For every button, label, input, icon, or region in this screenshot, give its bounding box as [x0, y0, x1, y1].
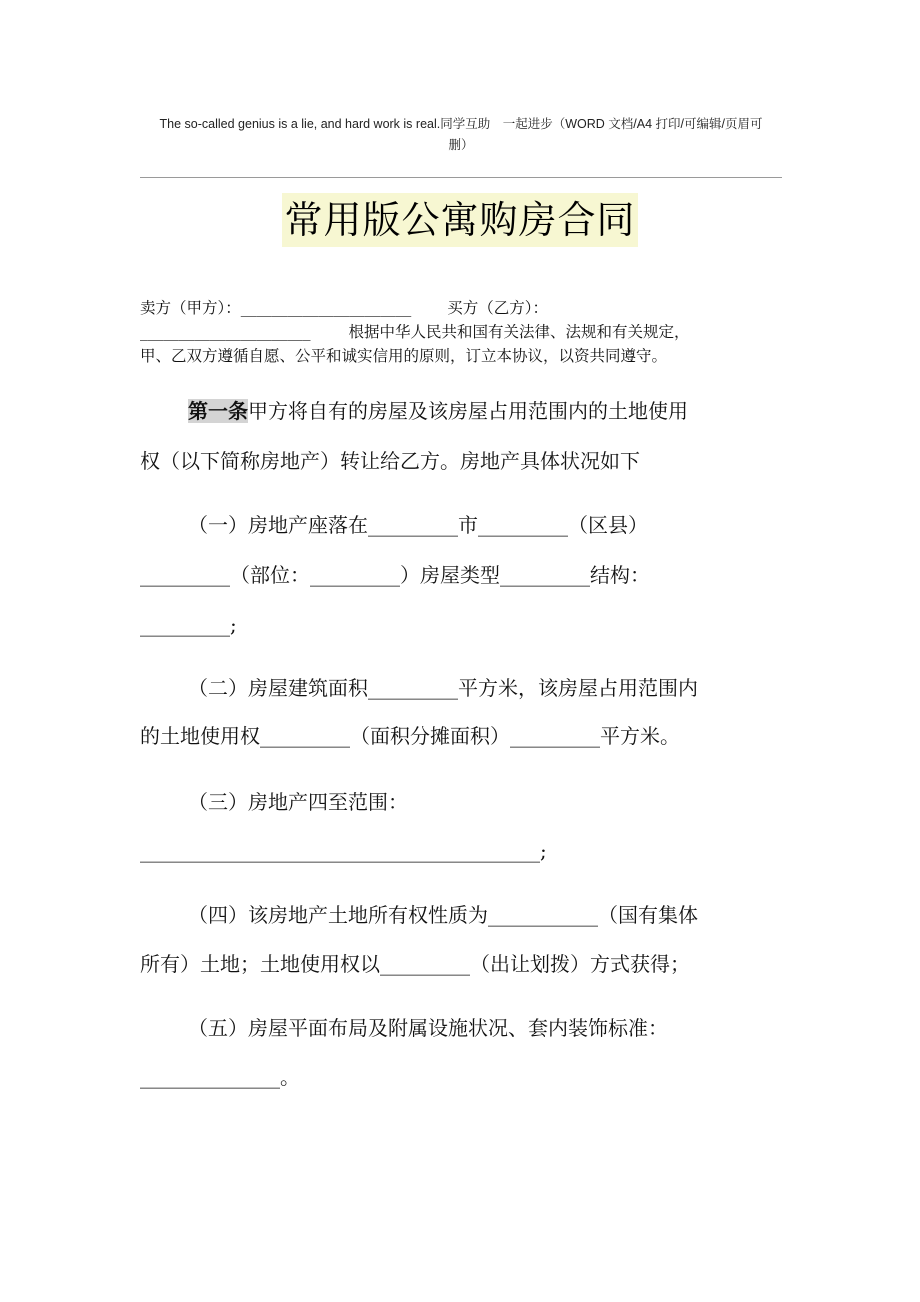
article-1-text-1: 甲方将自有的房屋及该房屋占用范围内的土地使用: [248, 399, 688, 423]
intro-line-3: 甲、乙双方遵循自愿、公平和诚实信用的原则，订立本协议，以资共同遵守。: [140, 347, 668, 365]
item-1-text-1: （一）房地产座落在_________市_________（区县）: [188, 513, 648, 537]
item-3-line-1: [140, 778, 782, 826]
item-3-text-1: （三）房地产四至范围：: [188, 790, 408, 814]
item-4-line-1: [140, 891, 782, 939]
item-1-line-3: _________;: [140, 613, 237, 637]
item-5-line-2: ______________。: [140, 1065, 300, 1089]
seller-label: 卖方（甲方）：: [140, 299, 241, 317]
buyer-blank: ______________________: [140, 323, 311, 341]
item-3-line-2: ________________________________________;: [140, 839, 547, 863]
parties-intro: [140, 296, 782, 368]
item-5-line-1: [140, 1004, 782, 1052]
page-header: [140, 114, 782, 156]
intro-line-1: [140, 296, 782, 320]
intro-line-2: [140, 320, 782, 344]
header-divider: [140, 177, 782, 178]
article-1-label: 第一条: [188, 399, 248, 423]
legal-basis-text: 根据中华人民共和国有关法律、法规和有关规定，: [348, 323, 690, 341]
item-1-line-2: _________（部位：_________）房屋类型_________结构：: [140, 563, 650, 587]
item-4-line-2: 所有）土地；土地使用权以_________（出让划拨）方式获得；: [140, 952, 690, 976]
item-5-text-1: （五）房屋平面布局及附属设施状况、套内装饰标准：: [188, 1016, 668, 1040]
article-1-line-1: [140, 387, 782, 435]
header-line-1: The so-called genius is a lie, and hard work is real.同学互助 一起进步（WORD 文档/A4 打印/可编辑/页眉可: [159, 117, 763, 131]
header-line-2: 删）: [448, 138, 474, 152]
item-2-line-2: 的土地使用权_________（面积分摊面积）_________平方米。: [140, 724, 680, 748]
item-2-line-1: [140, 664, 782, 712]
document-title: 常用版公寓购房合同: [282, 193, 637, 247]
item-1-line-1: [140, 501, 782, 549]
title-container: [0, 193, 920, 247]
item-4-text-1: （四）该房地产土地所有权性质为___________（国有集体: [188, 903, 698, 927]
item-2-text-1: （二）房屋建筑面积_________平方米，该房屋占用范围内: [188, 676, 698, 700]
buyer-label: 买方（乙方）：: [447, 299, 549, 317]
article-1-line-2: 权（以下简称房地产）转让给乙方。房地产具体状况如下: [140, 449, 640, 473]
seller-blank: ______________________: [240, 299, 412, 317]
